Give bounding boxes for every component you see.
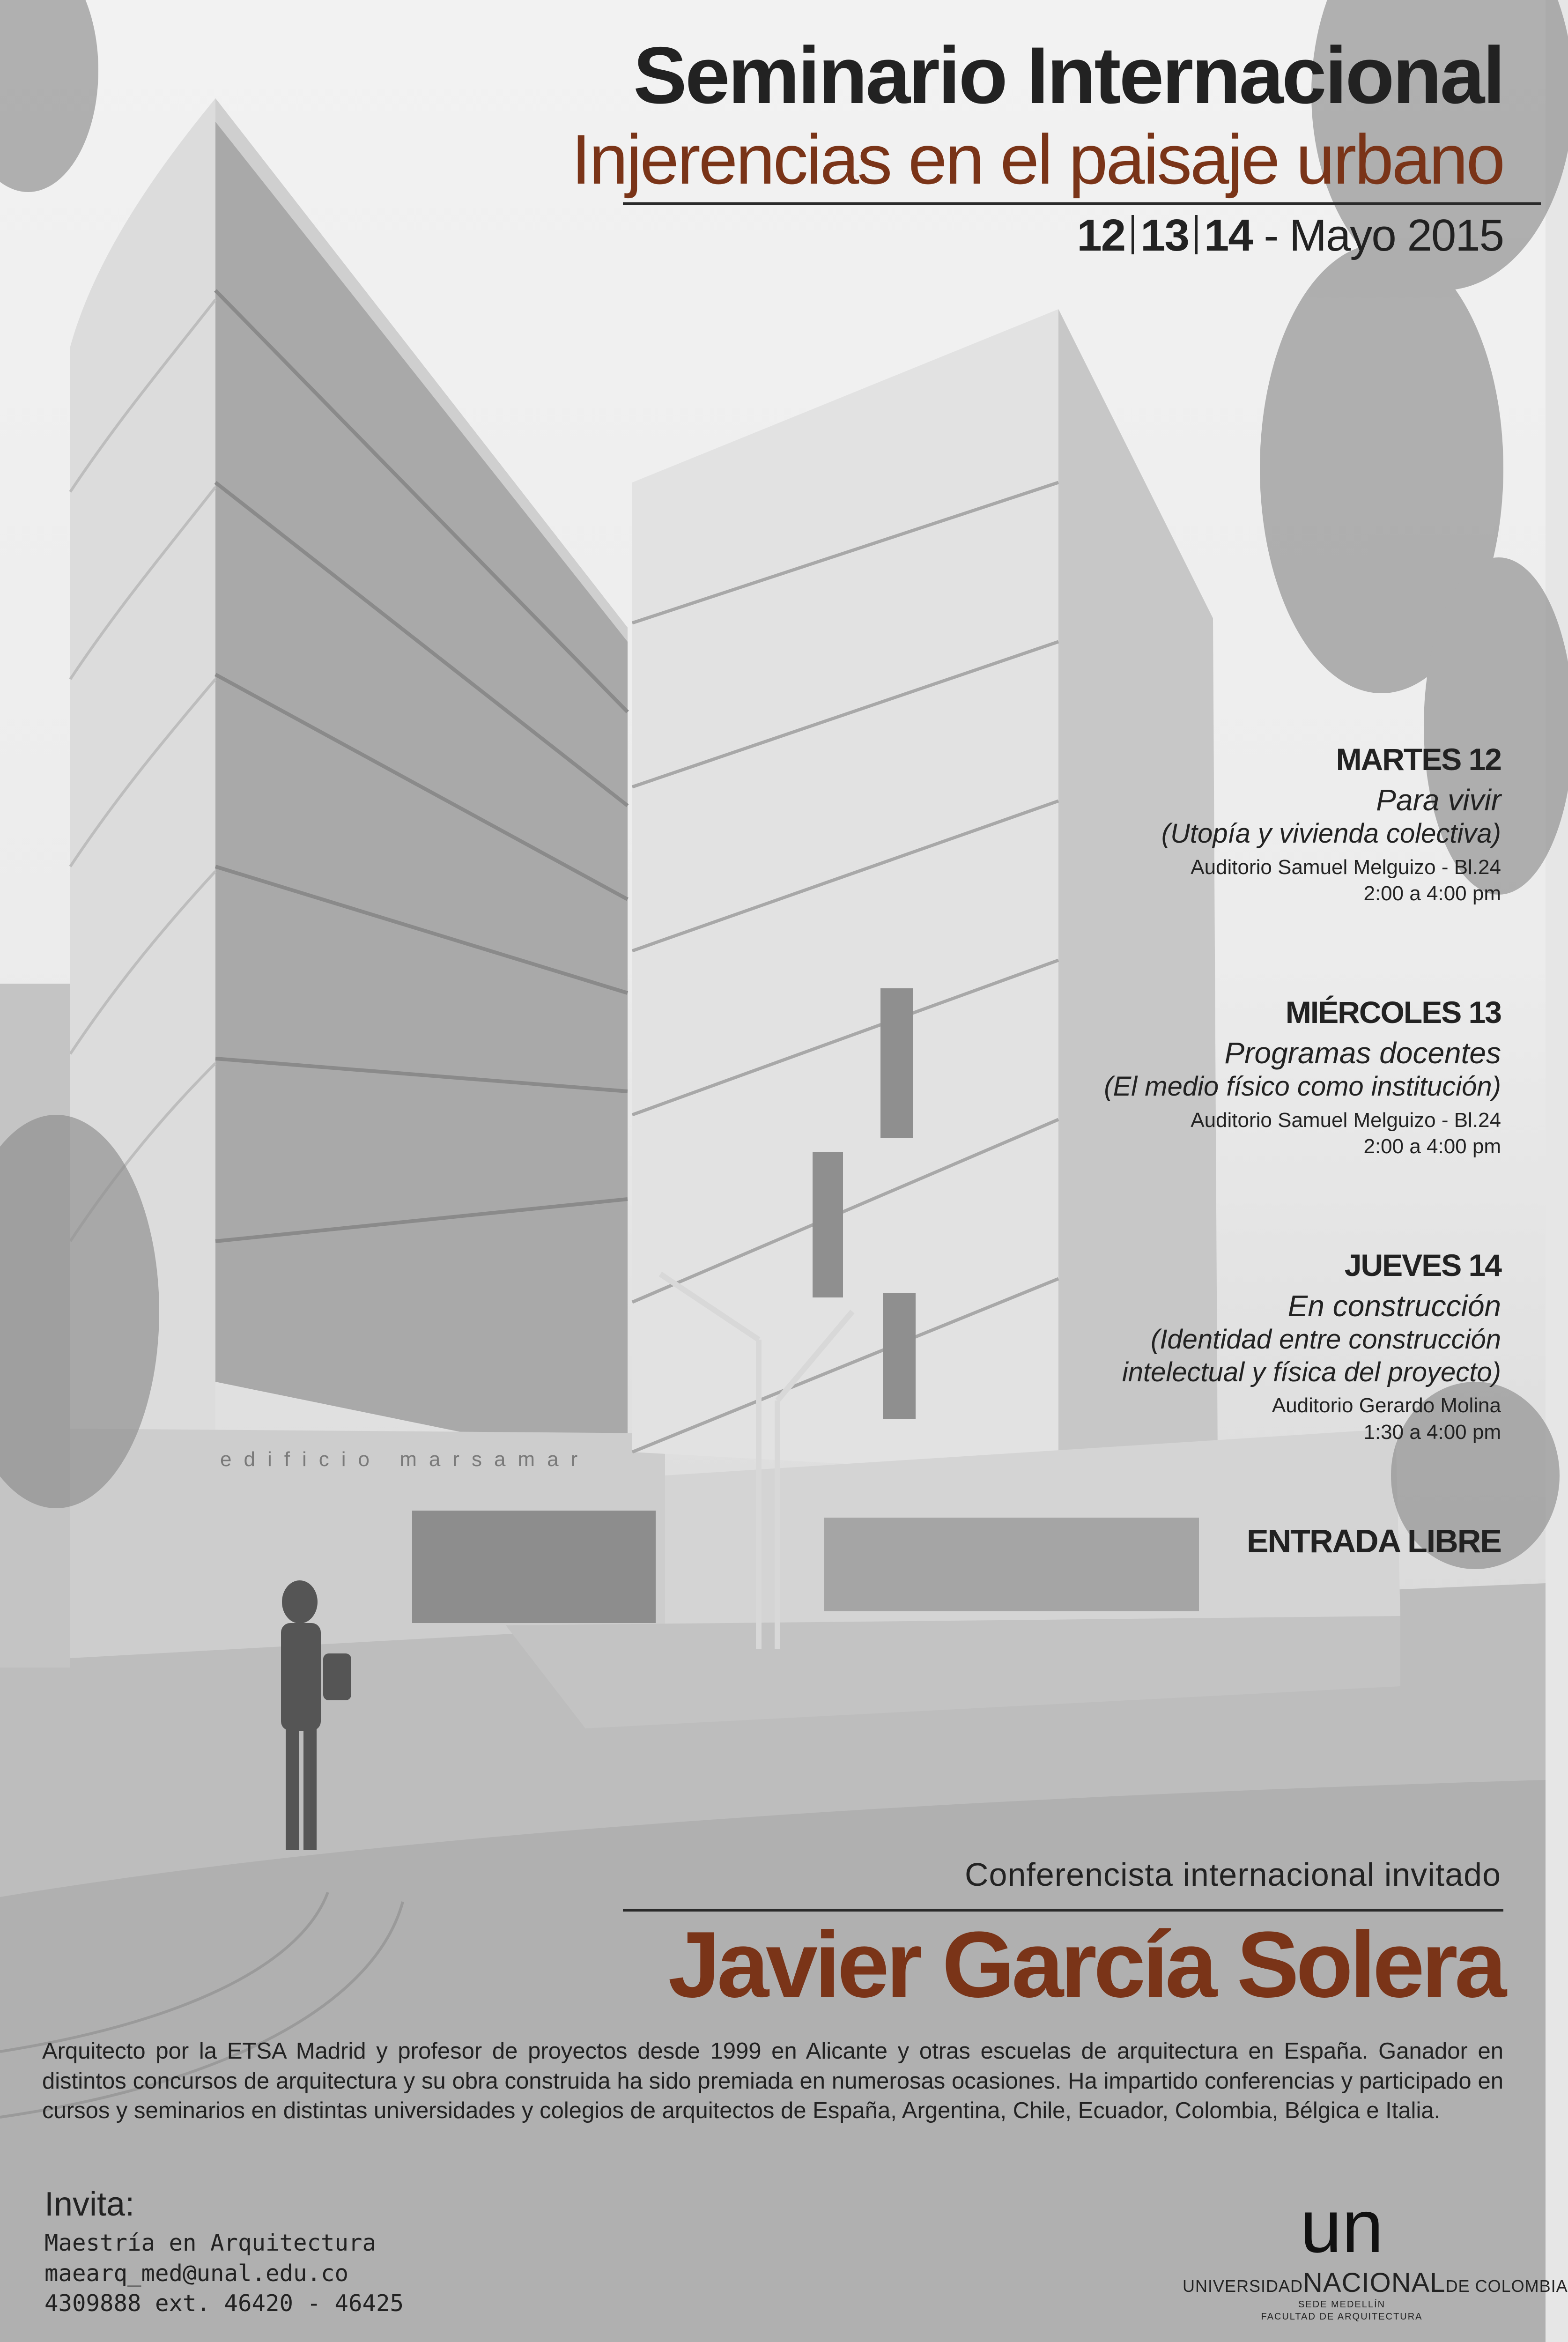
event-title: Para vivir bbox=[1376, 783, 1501, 817]
seminar-title: Seminario Internacional bbox=[633, 30, 1503, 120]
speaker-bio: Arquitecto por la ETSA Madrid y profesor de proyectos desde 1999 en Alicante y otras escuelas de arquitectura en España. Ganador en distintos concursos de arquitectura y su obra construida ha sido premiada en numerosas ocasiones. Ha impartido conferencias y participado en cursos y seminarios en distintas universidades y colegios de arquitectos de España, Argentina, Chile, Ecuador, Colombia, Bélgica e Italia. bbox=[42, 2038, 1503, 2124]
seminar-subtitle: Injerencias en el paisaje urbano bbox=[571, 120, 1503, 199]
event-subtitle: (Utopía y vivienda colectiva) bbox=[1161, 818, 1501, 849]
organizer-block bbox=[44, 2185, 404, 2319]
speaker-divider bbox=[623, 1909, 1503, 1912]
event-jueves bbox=[1122, 1248, 1501, 1445]
event-place: Auditorio Samuel Melguizo - Bl.24 bbox=[1191, 855, 1501, 879]
speaker-label: Conferencista internacional invitado bbox=[965, 1856, 1501, 1893]
event-place: Auditorio Gerardo Molina bbox=[1272, 1394, 1501, 1417]
event-time: 1:30 a 4:00 pm bbox=[1363, 1420, 1501, 1444]
event-title: En construcción bbox=[1287, 1289, 1501, 1323]
date-month-year: - Mayo 2015 bbox=[1264, 210, 1503, 260]
logo-name-suffix: DE COLOMBIA bbox=[1445, 2276, 1568, 2296]
logo-faculty: FACULTAD DE ARQUITECTURA bbox=[1261, 2312, 1423, 2322]
date-day-2: 13 bbox=[1140, 210, 1189, 260]
building-sign: edificio marsamar bbox=[220, 1448, 590, 1471]
logo-mark: un bbox=[1300, 2184, 1383, 2268]
organizer-title: Invita: bbox=[44, 2186, 135, 2223]
event-martes bbox=[1161, 742, 1501, 906]
event-day: MARTES 12 bbox=[1336, 742, 1501, 777]
event-day: MIÉRCOLES 13 bbox=[1285, 995, 1501, 1030]
organizer-phone: 4309888 ext. 46420 - 46425 bbox=[44, 2290, 404, 2317]
date-day-1: 12 bbox=[1077, 210, 1125, 260]
event-day: JUEVES 14 bbox=[1344, 1248, 1501, 1282]
university-logo bbox=[1183, 2184, 1568, 2323]
event-miercoles bbox=[1104, 995, 1501, 1159]
organizer-email[interactable]: maearq_med@unal.edu.co bbox=[44, 2260, 349, 2287]
date-separator bbox=[1132, 215, 1134, 254]
event-time: 2:00 a 4:00 pm bbox=[1363, 882, 1501, 905]
event-place: Auditorio Samuel Melguizo - Bl.24 bbox=[1191, 1108, 1501, 1132]
logo-sede: SEDE MEDELLÍN bbox=[1298, 2299, 1386, 2310]
speaker-name: Javier García Solera bbox=[668, 1912, 1503, 2017]
event-subtitle: (El medio físico como institución) bbox=[1104, 1071, 1501, 1102]
title-divider bbox=[623, 202, 1541, 205]
event-time: 2:00 a 4:00 pm bbox=[1363, 1134, 1501, 1158]
logo-name-main: NACIONAL bbox=[1303, 2268, 1446, 2298]
organizer-program: Maestría en Arquitectura bbox=[44, 2230, 377, 2256]
date-day-3: 14 bbox=[1204, 210, 1252, 260]
seminar-dates bbox=[1077, 210, 1503, 260]
un-logo-icon bbox=[1279, 2184, 1405, 2268]
event-title: Programas docentes bbox=[1224, 1036, 1501, 1070]
free-entry-label: ENTRADA LIBRE bbox=[1246, 1523, 1501, 1559]
logo-university-name bbox=[1183, 2267, 1568, 2298]
event-subtitle: intelectual y física del proyecto) bbox=[1122, 1356, 1501, 1387]
logo-name-prefix: UNIVERSIDAD bbox=[1183, 2276, 1303, 2296]
date-separator bbox=[1195, 215, 1198, 254]
event-subtitle: (Identidad entre construcción bbox=[1151, 1324, 1501, 1355]
